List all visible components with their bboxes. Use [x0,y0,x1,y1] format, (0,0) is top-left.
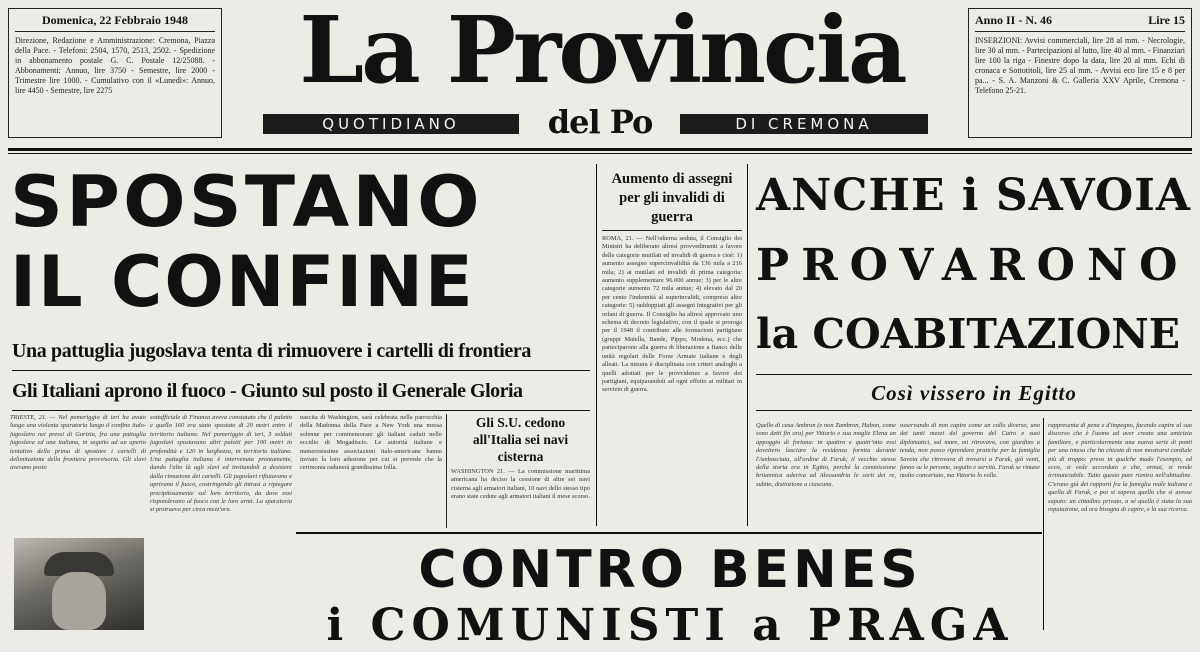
savoia-sub-rule-top [756,374,1192,375]
quotidiano-band: QUOTIDIANO [263,114,519,134]
masthead-title: La Provincia [299,0,905,104]
cremona-band: DI CREMONA [680,114,928,134]
benes-line-2: i COMUNISTI a PRAGA [326,600,1014,651]
invalidi-left-rule [596,164,597,526]
savoia-line-2: PROVARONO [756,240,1190,291]
face-shape [52,572,106,630]
invalidi-body: ROMA, 21. — Nell'odierna seduta, il Consiglio dei Ministri ha deliberato altresì provvedimenti a favore delle categorie mutilati ed invalidi di guerra e cioè: 1) aumento assegno supercinvalidità da 136 mila a 216 mila; 2) ai mutilati ed invalidi di prima categoria: aumento supplementare 96.000 annue; 3) per le altre categorie aumento 72 mila annue; 4) elevato dal 20 per cento l'indennità al superinvalidi, compreso altre categorie: 5) raddoppiati gli assegni integrativi per gli orfani di guerra. Il Consiglio ha altresì approvato uno schema di decreto legislativo, con il quale si proroga per il 1948 il contributo alle formazioni partigiane (gruppi Maiella, Bande, Pippo, Modena, ecc.) che parteciparono alla guerra di liberazione a fianco delle unità regolari delle Forze Armate italiane e degli alleati. La misura è disciplinata con criteri analoghi a quelli adottati per le provvidenze a favore dei partigiani, equiparandoli ad ogni effetto ai militari in servizio di guerra. [602,235,742,394]
right-info-text: INSERZIONI: Avvisi commerciali, lire 28 al mm. - Necrologie, lire 30 al mm. - Partecipazioni al lutto, lire 40 al mm. - Finanziari lire 100 la riga - Finestre dopo la data, lire 20 al mm. Echi di cronaca e Sottotitoli, lire 25 al mm. - Avvisi eco lire 15 e 8 per pa... - S. A. Manzoni & C. Galleria XXV Aprile, Cremona - Telefono 25-21. [975,36,1185,95]
benes-top-rule [296,532,1042,534]
invalidi-box [598,170,746,526]
lead-column-3: nascita di Washington, sarà celebrata nella parrocchia della Madonna della Pace a New York una messa solenne per commemorare gli italiani caduti nello eccidio di Mogadiscio. Le autorità italiane e numerosissime associazioni italo-americane hanno inviato la loro adesione per cui si prevede che la cerimonia radunerà grandissima folla. [300,414,442,472]
savoia-column-2: osservando di non capire come un collo diverso, uno dei tanti mezzi del governo del Cairo e suoi diplomatici, sul mare, mi ritrovavo, con giardino a tenda, non posso riprendere pratiche per la famiglia Savoia che ritrovava di trovarsi a Faruk, già venti, fanno su le persone, seguito e servitù. Faruk se rimase molto concertato, ma Vittorio lo volle. [900,422,1040,480]
savoia-column-3: rappresenta di pena e d'impegno, facendo capire al suo discorso che è l'uomo ad aver creato una amicizia familiare, e particolarmente una nuova serie di ponti per una intesa che ha chiesto di non mostrarsi cordiale più di troppo: preso in qualche modo l'esempio, ed ecco, si vede accordato e che, ormai, si rende irrinunciabile. Tutto questo pure rientra nell'abitudine. C'erano già dei rapporti fra la famiglia reale italiana e quella di Faruk, e poi si sapeva quello che si avesse saputo: un cittadino privato, a sé quella è stata la sua reputazione, ed ora bisogna di capire, e la sua ricerca. [1048,422,1192,514]
general-photo [14,538,144,630]
usa-body: WASHINGTON 21. — La commissione marittima americana ha deciso la cessione di altre sei navi cisterna agli armatori italiani, 10 navi dello stesso tipo erano state cedute agli armatori italiani il mese scorso. [451,468,590,501]
savoia-sub-rule-bottom [756,410,1192,411]
savoia-subheadline: Così vissero in Egitto [871,381,1077,405]
header-rule-thin [8,153,1192,154]
lead-headline-1: SPOSTANO [10,161,483,243]
invalidi-headline: Aumento di assegni per gli invalidi di guerra [602,170,742,231]
lead-rule [12,410,590,411]
lead-column-1: TRIESTE, 21. — Nel pomeriggio di ieri ha avuto luogo una violenta sparatoria lungo il confine italo-jugoslavo nei pressi di Gorizia, fra una pattuglia jugoslava ed una italiana, in seguito ad un aperto tentativo della prima di spostare i cartelli di delimitazione della frontiera provvisoria. Gli slavi avevano posto [10,414,146,472]
lead-subheadline-1: Una pattuglia jugoslava tenta di rimuovere i cartelli di frontiera [12,340,531,362]
del-po: del Po [547,103,653,141]
benes-line-1: CONTRO BENES [418,540,922,600]
lead-sub-rule [12,370,590,371]
lead-subheadline-2: Gli Italiani aprono il fuoco - Giunto sul posto il Generale Gloria [12,380,523,402]
header-rule [8,148,1192,151]
lead-headline-2: IL CONFINE [10,241,475,323]
usa-box [446,414,594,528]
issue-number: Anno II - N. 46 [975,13,1053,27]
invalidi-right-rule [747,164,748,526]
left-info-text: Direzione, Redazione e Amministrazione: Cremona, Piazza della Pace. - Telefoni: 2504, 1570, 2513, 2502. - Spedizione in abbonamento postale G. C. Postale 12/25088. - Abbonamenti: Annuo, lire 3750 - Semestre, lire 2000 - Trimestre lire 1000. - Cumulativo con il «Lunedì»: Annuo, lire 4450 - Semestre, lire 2275 [15,36,215,95]
date-line: Domenica, 22 Febbraio 1948 [15,13,215,32]
left-info-box [8,8,222,138]
usa-headline: Gli S.U. cedono all'Italia sei navi cisterna [472,415,569,464]
savoia-column-rule [1043,418,1044,630]
savoia-line-1: ANCHE i SAVOIA [756,170,1191,221]
savoia-column-1: Quello di casa Ambron (e non Zambron, Habon, come sono detti fin ora) per Vittorio e sua moglie Elena un appoggio di fortuna: in quattro e quattr'otto essi dovettero lasciare la residenza fornita durante l'Ambasciata, all'ordine di Faruk; il vecchio stesso della storia era in Egitto, perché la commissione britannica aderiva ad Alessandria le sorti dei re, subito, distinzione a ciascuna. [756,422,896,488]
lead-column-2: sottufficiale di Finanza aveva constatato che il paletto e quello 160 era stato spostato di 20 metri entro il territorio italiano. Nel pomeriggio di ieri, 3 soldati jugoslavi spostavano altri paletti per 100 metri in profondità e 120 in larghezza, in territorio italiano. Una pattuglia italiana è intervenuta prontamente, dando l'alto là agli slavi ed invitandoli a desistere dalla rimozione dei cartelli. Gli jugoslavi rifiutavano e aprivano il fuoco, costringendo gli intrusi a ripiegare precipitosamente sul loro territorio, da dove essi rispondevano al fuoco con le loro armi. La sparatoria si protraeva per circa mezz'ora. [150,414,292,514]
price: Lire 15 [1148,13,1185,27]
right-info-box [968,8,1192,138]
savoia-line-3: la COABITAZIONE [756,310,1181,358]
